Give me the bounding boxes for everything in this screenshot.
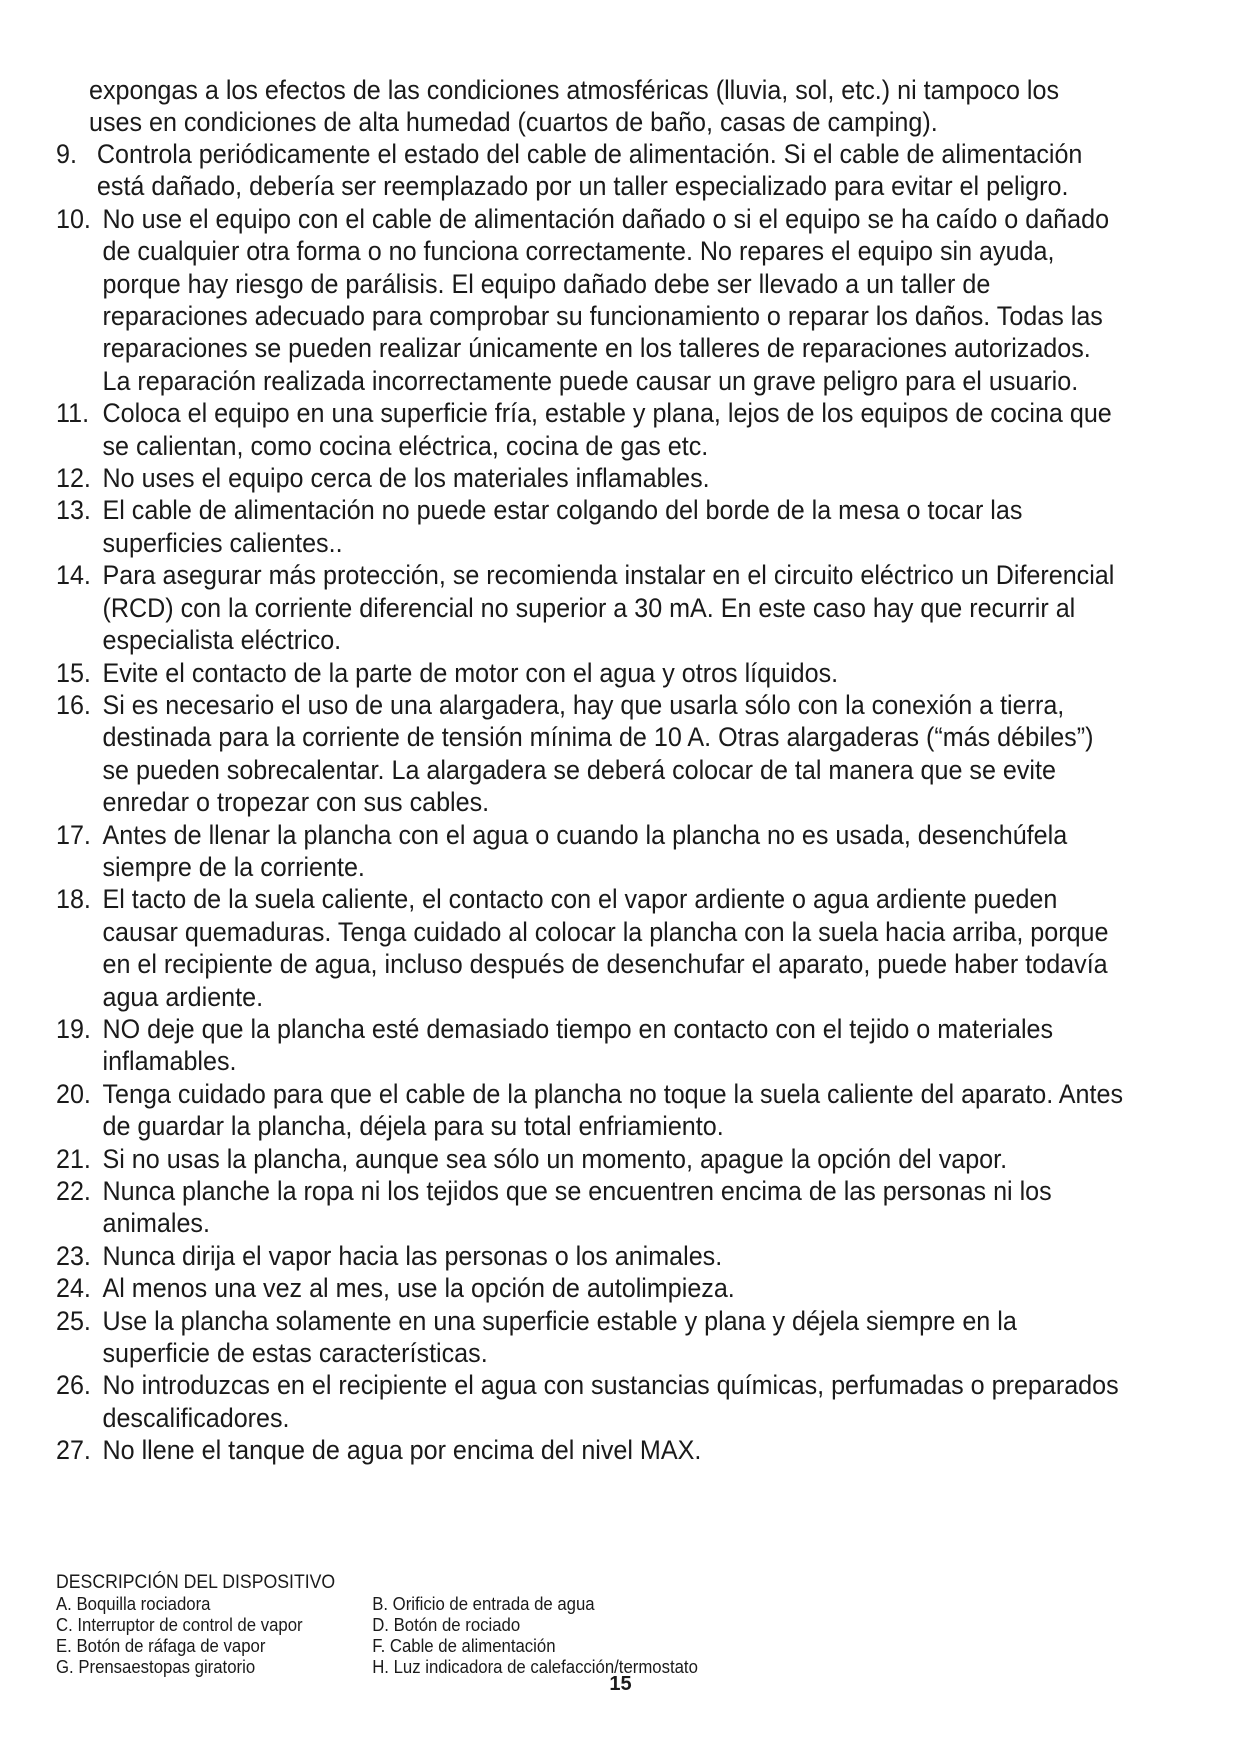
- item-number: 13.: [56, 495, 91, 526]
- item-number: 17.: [56, 819, 91, 850]
- item-text: Coloca el equipo en una superficie fría, estable y plana, lejos de los equipos de cocina que se calientan, como cocina eléctrica, cocina de gas etc.: [102, 398, 1112, 461]
- list-item: [56, 203, 1126, 397]
- item-number: 18.: [56, 884, 91, 915]
- part-b: B. Orificio de entrada de agua: [372, 1594, 595, 1614]
- device-description-title: DESCRIPCIÓN DEL DISPOSITIVO: [56, 1572, 336, 1593]
- list-item: [56, 462, 1126, 494]
- list-item: [56, 138, 1126, 203]
- item-text: Nunca dirija el vapor hacia las personas o los animales.: [102, 1240, 723, 1271]
- item-number: 16.: [56, 689, 91, 720]
- intro-paragraph: expongas a los efectos de las condiciones atmosféricas (lluvia, sol, etc.) ni tampoco los uses en condiciones de alta humedad (cuartos de baño, casas de camping).: [89, 75, 1060, 137]
- list-item: [56, 1369, 1126, 1434]
- list-item: [56, 1143, 1126, 1175]
- part-g: G. Prensaestopas giratorio: [56, 1657, 256, 1677]
- part-d: D. Botón de rociado: [372, 1615, 521, 1635]
- item-number: 24.: [56, 1273, 91, 1304]
- list-item: [56, 1078, 1126, 1143]
- item-text: No introduzcas en el recipiente el agua con sustancias químicas, perfumadas o preparados descalificadores.: [102, 1370, 1119, 1433]
- item-text: Nunca planche la ropa ni los tejidos que se encuentren encima de las personas ni los animales.: [102, 1176, 1052, 1239]
- part-e: E. Botón de ráfaga de vapor: [56, 1636, 266, 1656]
- list-item: [56, 397, 1126, 462]
- item-number: 27.: [56, 1435, 91, 1466]
- safety-instructions-list: [56, 138, 1126, 1467]
- part-f: F. Cable de alimentación: [372, 1636, 556, 1656]
- item-text: El cable de alimentación no puede estar colgando del borde de la mesa o tocar las superficies calientes..: [102, 495, 1023, 558]
- item-text: Evite el contacto de la parte de motor con el agua y otros líquidos.: [102, 657, 839, 688]
- list-item: [56, 883, 1126, 1013]
- list-item: [56, 1240, 1126, 1272]
- device-parts-list: [56, 1594, 763, 1678]
- item-number: 26.: [56, 1370, 91, 1401]
- list-item: [56, 1272, 1126, 1304]
- item-number: 10.: [56, 203, 91, 234]
- item-number: 9.: [56, 139, 77, 169]
- list-item: [56, 1175, 1126, 1240]
- item-text: Al menos una vez al mes, use la opción de autolimpieza.: [102, 1273, 735, 1304]
- item-number: 21.: [56, 1143, 91, 1174]
- item-number: 25.: [56, 1305, 91, 1336]
- part-a: A. Boquilla rociadora: [56, 1594, 211, 1614]
- list-item: [56, 1013, 1126, 1078]
- item-number: 15.: [56, 657, 91, 688]
- item-text: NO deje que la plancha esté demasiado tiempo en contacto con el tejido o materiales inflamables.: [102, 1013, 1054, 1077]
- list-item: [56, 1434, 1126, 1466]
- item-text: Para asegurar más protección, se recomienda instalar en el circuito eléctrico un Diferencial (RCD) con la corriente diferencial no superior a 30 mA. En este caso hay que recurrir al especialista eléctrico.: [102, 560, 1115, 656]
- list-item: [56, 494, 1126, 559]
- part-c: C. Interruptor de control de vapor: [56, 1615, 303, 1635]
- page-number: 15: [609, 1673, 632, 1695]
- item-number: 12.: [56, 463, 91, 494]
- item-text: Tenga cuidado para que el cable de la plancha no toque la suela caliente del aparato. Antes de guardar la plancha, déjela para su total enfriamiento.: [102, 1078, 1124, 1142]
- list-item: [56, 1305, 1126, 1370]
- item-text: Antes de llenar la plancha con el agua o cuando la plancha no es usada, desenchúfela siempre de la corriente.: [102, 819, 1068, 882]
- item-text: El tacto de la suela caliente, el contacto con el vapor ardiente o agua ardiente pueden causar quemaduras. Tenga cuidado al colocar la plancha con la suela hacia arriba, porque en el recipiente de agua, incluso después de desenchufar el aparato, puede haber todavía agua ardiente.: [102, 884, 1109, 1012]
- item-text: Si es necesario el uso de una alargadera, hay que usarla sólo con la conexión a tierra, destinada para la corriente de tensión mínima de 10 A. Otras alargaderas (“más débiles”) se pueden sobrecalentar. La alargadera se deberá colocar de tal manera que se evite enredar o tropezar con sus cables.: [102, 689, 1094, 818]
- item-text: Controla periódicamente el estado del cable de alimentación. Si el cable de alimentación está dañado, debería ser reemplazado por un taller especializado para evitar el peligro.: [96, 139, 1083, 202]
- item-text: No use el equipo con el cable de alimentación dañado o si el equipo se ha caído o dañado de cualquier otra forma o no funciona correctamente. No repares el equipo sin ayuda, porque hay riesgo de parálisis. El equipo dañado debe ser llevado a un taller de reparaciones adecuado para comprobar su funcionamiento o reparar los daños. Todas las reparaciones se pueden realizar únicamente en los talleres de reparaciones autorizados. La reparación realizada incorrectamente puede causar un grave peligro para el usuario.: [102, 203, 1110, 396]
- item-text: Si no usas la plancha, aunque sea sólo un momento, apague la opción del vapor.: [102, 1143, 1008, 1174]
- item-number: 22.: [56, 1176, 91, 1206]
- item-text: No uses el equipo cerca de los materiales inflamables.: [102, 463, 710, 494]
- item-text: No llene el tanque de agua por encima del nivel MAX.: [102, 1435, 702, 1466]
- item-text: Use la plancha solamente en una superficie estable y plana y déjela siempre en la superficie de estas características.: [102, 1305, 1017, 1369]
- item-number: 11.: [56, 398, 90, 429]
- item-number: 23.: [56, 1240, 91, 1271]
- item-number: 20.: [56, 1078, 91, 1109]
- list-item: [56, 559, 1126, 656]
- item-number: 19.: [56, 1013, 91, 1044]
- list-item: [56, 689, 1126, 819]
- list-item: [56, 819, 1126, 884]
- list-item: [56, 657, 1126, 689]
- part-h: H. Luz indicadora de calefacción/termostato: [372, 1657, 698, 1677]
- item-number: 14.: [56, 560, 91, 591]
